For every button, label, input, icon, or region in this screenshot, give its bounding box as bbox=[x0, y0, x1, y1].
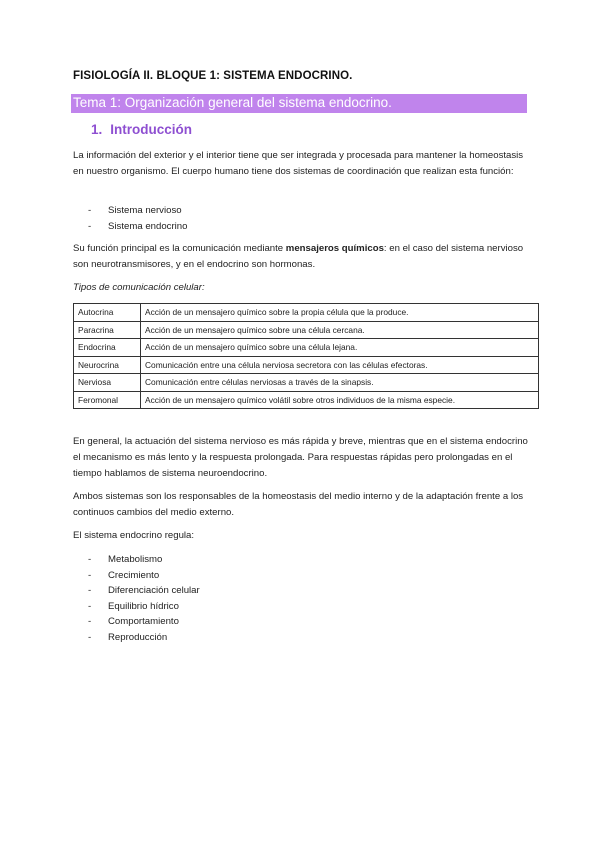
keyword-chemical-messengers: mensajeros químicos bbox=[285, 243, 384, 254]
list-item: - Diferenciación celular bbox=[88, 585, 200, 597]
communication-types-table bbox=[73, 303, 539, 409]
table-row: Paracrina Acción de un mensajero químico sobre una célula cercana. bbox=[74, 321, 539, 339]
list-item: - Equilibrio hídrico bbox=[88, 600, 179, 612]
document-title: FISIOLOGÍA II. BLOQUE 1: SISTEMA ENDOCRINO. bbox=[73, 70, 353, 82]
section-number: 1. bbox=[91, 122, 103, 137]
section-heading bbox=[91, 122, 192, 137]
paragraph-function: Su función principal es la comunicación mediante mensajeros químicos: en el caso del sistema nervioso son neurotransmisores, y en el endocrino son hormonas. bbox=[73, 243, 524, 270]
paragraph-comparison: En general, la actuación del sistema nervioso es más rápida y breve, mientras que en el sistema endocrino el mecanismo es más lento y la respuesta prolongada. Para respuestas rápidas pero prolongadas en el tiempo hablamos de sistema neuroendocrino. bbox=[73, 436, 528, 479]
list-item: - Sistema nervioso bbox=[88, 205, 182, 216]
table-row: Neurocrina Comunicación entre una célula nerviosa secretora con las células efectoras. bbox=[74, 356, 539, 374]
list-item: - Metabolismo bbox=[88, 554, 163, 565]
list-item: - Comportamiento bbox=[88, 616, 179, 628]
table-row: Nerviosa Comunicación entre células nerviosas a través de la sinapsis. bbox=[74, 374, 539, 392]
table-row: Feromonal Acción de un mensajero químico volátil sobre otros individuos de la misma especie. bbox=[74, 391, 539, 409]
paragraph-intro: La información del exterior y el interior tiene que ser integrada y procesada para mantener la homeostasis en nuestro organismo. El cuerpo humano tiene dos sistemas de coordinación que realizan esta función: bbox=[73, 150, 524, 177]
section-title: Introducción bbox=[110, 122, 193, 137]
table-row: Endocrina Acción de un mensajero químico sobre una célula lejana. bbox=[74, 339, 539, 357]
list-item: - Sistema endocrino bbox=[88, 220, 188, 232]
paragraph-homeostasis: Ambos sistemas son los responsables de la homeostasis del medio interno y de la adaptación frente a los continuos cambios del medio externo. bbox=[73, 491, 524, 518]
table-row: Autocrina Acción de un mensajero químico sobre la propia célula que la produce. bbox=[74, 304, 539, 322]
list-item: - Crecimiento bbox=[88, 569, 160, 581]
paragraph-regulates: El sistema endocrino regula: bbox=[73, 530, 195, 541]
coordination-systems-list bbox=[88, 203, 187, 234]
list-item: - Reproducción bbox=[88, 631, 168, 643]
table-caption: Tipos de comunicación celular: bbox=[73, 282, 205, 293]
topic-banner bbox=[71, 94, 527, 113]
topic-title: Tema 1: Organización general del sistema endocrino. bbox=[73, 95, 392, 110]
regulated-functions-list bbox=[88, 552, 200, 646]
